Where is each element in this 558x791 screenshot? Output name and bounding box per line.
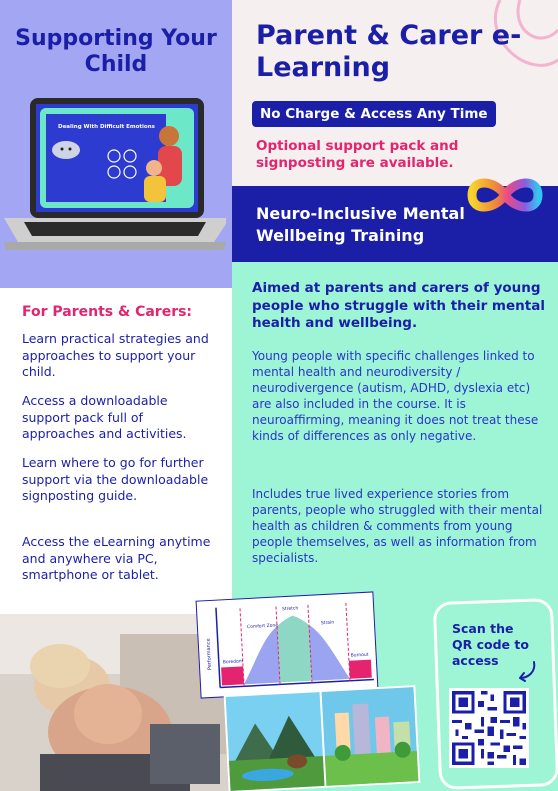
training-title: Neuro-Inclusive Mental Wellbeing Training [256,204,465,245]
bullet-strategies: Learn practical strategies and approaches to support your child. [22,331,209,379]
zone-label: Strain [320,620,335,627]
zone-label: Comfort Zone [246,623,279,631]
neurodiversity-paragraph: Young people with specific challenges linked to mental health and neurodiversity / neurodivergence (autism, ADHD, dyslexia etc) are also included in the course. It is neuroaffirming, meaning it does not treat these kinds of differences as only negative. [252,349,539,443]
bullet-access-anywhere: Access the eLearning anytime and anywhere via PC, smartphone or tablet. [22,534,211,582]
lived-experience-paragraph: Includes true lived experience stories from parents, people who struggled with their mental health as children & comments from young people themselves, as well as information from specialists. [252,487,543,565]
performance-chart-graphic [196,591,379,698]
zone-label: Boredom [222,659,244,666]
zone-label: Burnout [350,652,369,659]
aimed-at-text: Aimed at parents and carers of young people who struggle with their mental health and wellbeing. [252,280,545,331]
for-parents-heading: For Parents & Carers: [22,304,193,320]
bullet-support-pack: Access a downloadable support pack full of approaches and activities. [22,393,187,441]
zone-label: Stretch [282,606,299,613]
left-title: Supporting Your Child [15,26,217,77]
laptop-screen-title: Dealing With Difficult Emotions [58,124,155,130]
qr-code[interactable] [449,688,529,768]
page-title: Parent & Carer e-Learning [256,20,522,83]
nature-city-illustration [224,685,421,791]
arrow-down-icon [514,660,538,684]
chart-ylabel: Performance [205,638,214,671]
bullet-signposting: Learn where to go for further support via the downloadable signposting guide. [22,455,209,503]
scan-qr-text: Scan the QR code to access [452,621,529,668]
laptop-image [4,96,226,268]
no-charge-badge: No Charge & Access Any Time [252,101,496,127]
optional-support-text: Optional support pack and signposting are available. [256,138,459,171]
